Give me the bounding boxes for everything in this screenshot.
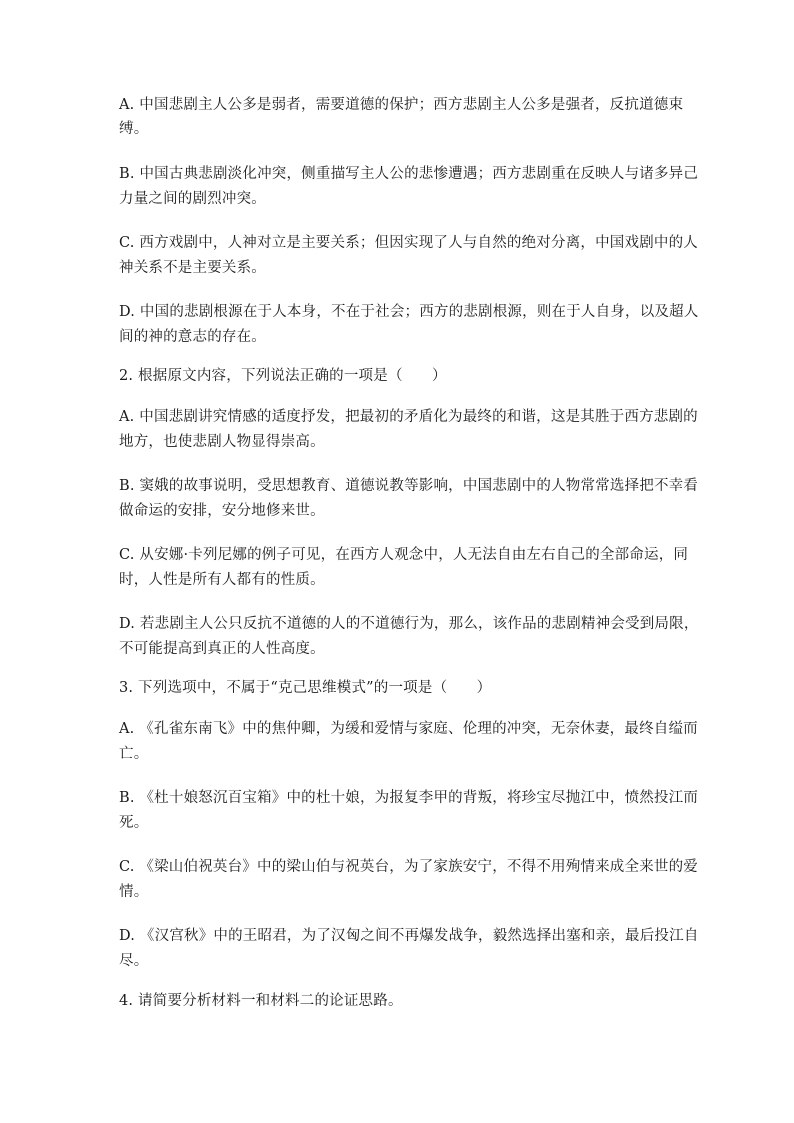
q1-option-b-line-1: B. 中国古典悲剧淡化冲突，侧重描写主人公的悲惨遭遇；西方悲剧重在反映人与诸多异己 [119, 166, 699, 182]
q1-option-a-line-1: A. 中国悲剧主人公多是弱者，需要道德的保护；西方悲剧主人公多是强者，反抗道德束 [119, 97, 684, 113]
q1-option-a-line-2: 缚。 [119, 121, 149, 137]
q2-option-b-line-2: 做命运的安排，安分地修来世。 [119, 503, 325, 519]
q3-option-c-line-2: 情。 [119, 884, 149, 900]
q1-option-d-line-1: D. 中国的悲剧根源在于人本身，不在于社会；西方的悲剧根源，则在于人自身，以及超人 [119, 304, 699, 320]
q3-option-a-line-1: A. 《孔雀东南飞》中的焦仲卿，为缓和爱情与家庭、伦理的冲突，无奈休妻，最终自缢而 [119, 721, 698, 737]
q1-option-c-line-1: C. 西方戏剧中，人神对立是主要关系；但因实现了人与自然的绝对分离，中国戏剧中的人 [119, 235, 698, 251]
q1-option-d-line-2: 间的神的意志的存在。 [119, 329, 266, 345]
q2-option-d-line-2: 不可能提高到真正的人性高度。 [119, 641, 325, 657]
q2-option-b-line-1: B. 窦娥的故事说明，受思想教育、道德说教等影响，中国悲剧中的人物常常选择把不幸看 [119, 478, 699, 494]
q1-option-c-line-2: 神关系不是主要关系。 [119, 260, 266, 276]
q3-option-c-line-1: C. 《梁山伯祝英台》中的梁山伯与祝英台，为了家族安宁，不得不用殉情来成全来世的爱 [119, 859, 698, 875]
question-2-stem: 2. 根据原文内容，下列说法正确的一项是（ ） [119, 368, 447, 384]
q3-option-b-line-1: B. 《杜十娘怒沉百宝箱》中的杜十娘，为报复李甲的背叛，将珍宝尽抛江中，愤然投江而 [119, 790, 699, 806]
question-4-stem: 4. 请简要分析材料一和材料二的论证思路。 [119, 993, 403, 1009]
q2-option-c-line-2: 时，人性是所有人都有的性质。 [119, 572, 325, 588]
q2-option-c-line-1: C. 从安娜·卡列尼娜的例子可见，在西方人观念中，人无法自由左右自己的全部命运，同 [119, 547, 689, 563]
q2-option-d-line-1: D. 若悲剧主人公只反抗不道德的人的不道德行为，那么，该作品的悲剧精神会受到局限， [119, 616, 699, 632]
q2-option-a-line-2: 地方，也使悲剧人物显得崇高。 [119, 434, 325, 450]
q3-option-a-line-2: 亡。 [119, 746, 149, 762]
q3-option-b-line-2: 死。 [119, 815, 149, 831]
question-3-stem: 3. 下列选项中，不属于“克己思维模式”的一项是（ ） [119, 680, 492, 696]
q1-option-b-line-2: 力量之间的剧烈冲突。 [119, 191, 266, 207]
q2-option-a-line-1: A. 中国悲剧讲究情感的适度抒发，把最初的矛盾化为最终的和谐，这是其胜于西方悲剧的 [119, 409, 698, 425]
q3-option-d-line-2: 尽。 [119, 953, 149, 969]
q3-option-d-line-1: D. 《汉宫秋》中的王昭君，为了汉匈之间不再爆发战争，毅然选择出塞和亲，最后投江自 [119, 928, 699, 944]
